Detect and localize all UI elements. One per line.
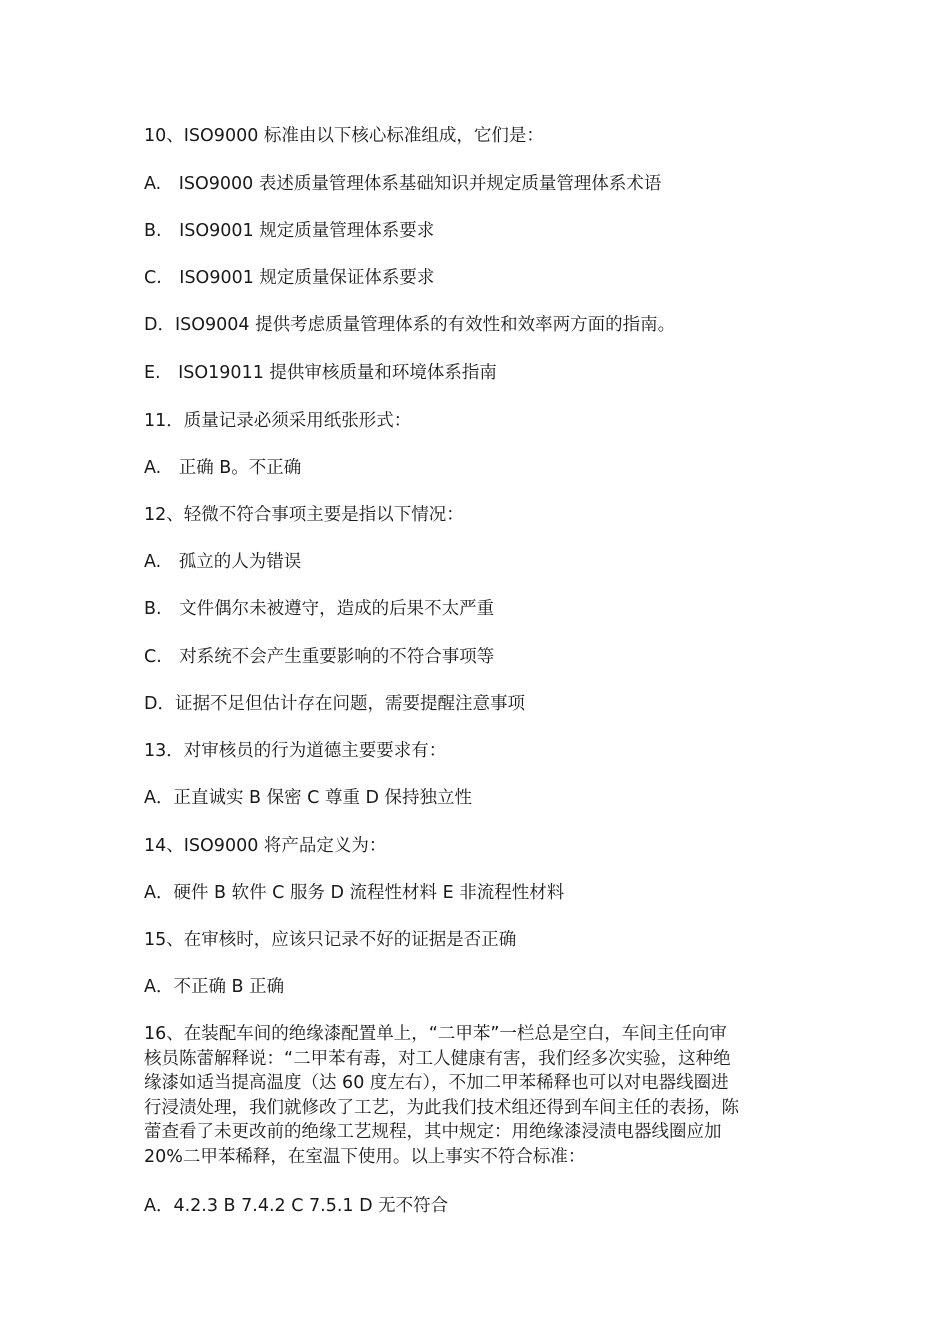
option-10-c: C. ISO9001 规定质量保证体系要求 xyxy=(144,268,435,288)
question-16-line: 16、在装配车间的绝缘漆配置单上，“二甲苯”一栏总是空白，车间主任向审 xyxy=(144,1024,727,1044)
option-10-a: A. ISO9000 表述质量管理体系基础知识并规定质量管理体系术语 xyxy=(144,174,662,194)
option-10-e: E. ISO19011 提供审核质量和环境体系指南 xyxy=(144,363,497,383)
option-12-d: D．证据不足但估计存在问题，需要提醒注意事项 xyxy=(144,694,525,714)
options-15: A．不正确 B 正确 xyxy=(144,977,285,997)
question-10: 10、ISO9000 标准由以下核心标准组成，它们是： xyxy=(144,126,544,146)
question-11: 11．质量记录必须采用纸张形式： xyxy=(144,411,412,431)
options-16: A．4.2.3 B 7.4.2 C 7.5.1 D 无不符合 xyxy=(144,1196,449,1216)
question-16-line: 缘漆如适当提高温度（达 60 度左右），不加二甲苯稀释也可以对电器线圈进 xyxy=(144,1073,729,1093)
question-14: 14、ISO9000 将产品定义为： xyxy=(144,836,387,856)
options-11: A. 正确 B。不正确 xyxy=(144,458,302,478)
options-13: A．正直诚实 B 保密 C 尊重 D 保持独立性 xyxy=(144,788,473,808)
option-10-b: B. ISO9001 规定质量管理体系要求 xyxy=(144,221,435,241)
question-15: 15、在审核时，应该只记录不好的证据是否正确 xyxy=(144,930,517,950)
question-16-line: 行浸渍处理，我们就修改了工艺，为此我们技术组还得到车间主任的表扬，陈 xyxy=(144,1097,739,1118)
question-16 xyxy=(144,1022,804,1169)
option-12-a: A. 孤立的人为错误 xyxy=(144,552,302,572)
question-16-line: 蕾查看了未更改前的绝缘工艺规程，其中规定：用绝缘漆浸渍电器线圈应加 xyxy=(144,1122,722,1142)
option-10-d: D．ISO9004 提供考虑质量管理体系的有效性和效率两方面的指南。 xyxy=(144,315,676,335)
question-16-line: 20%二甲苯稀释，在室温下使用。以上事实不符合标准： xyxy=(144,1146,586,1167)
option-12-b: B. 文件偶尔未被遵守，造成的后果不太严重 xyxy=(144,599,495,619)
question-13: 13．对审核员的行为道德主要要求有： xyxy=(144,741,447,761)
question-12: 12、轻微不符合事项主要是指以下情况： xyxy=(144,505,464,525)
question-16-line: 核员陈蕾解释说：“二甲苯有毒，对工人健康有害，我们经多次实验，这种绝 xyxy=(144,1048,731,1069)
options-14: A．硬件 B 软件 C 服务 D 流程性材料 E 非流程性材料 xyxy=(144,883,565,903)
option-12-c: C. 对系统不会产生重要影响的不符合事项等 xyxy=(144,647,495,667)
